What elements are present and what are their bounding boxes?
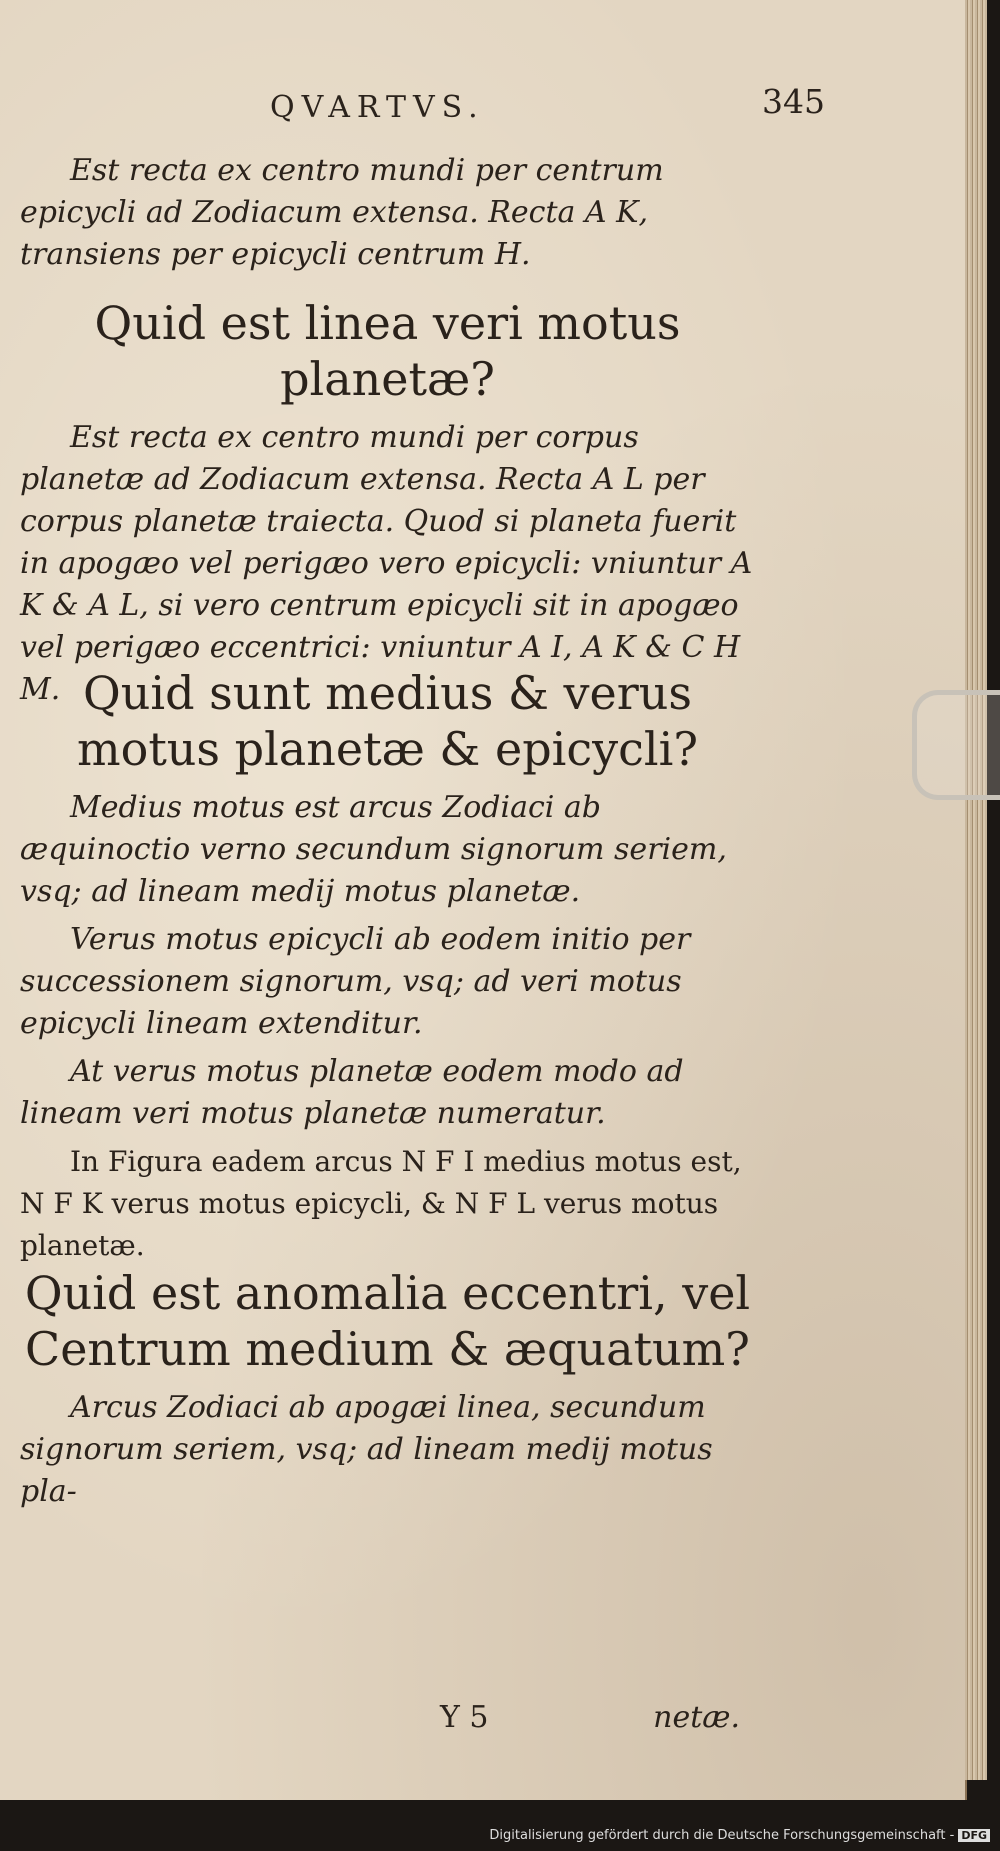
page-edges	[965, 0, 987, 1780]
page-signature	[440, 1700, 740, 1740]
paragraph-2: Est recta ex centro mundi per corpus planetæ ad Zodiacum extensa. Recta A L per corpus planetæ traiecta. Quod si planeta fuerit in apogæo vel perigæo vero epicycli: vniuntur A K & A L, si vero centrum epicycli sit in apogæo vel perigæo eccentrici: vniuntur A I, A K & C H M.	[20, 420, 753, 707]
question-heading-3: Quid est anomalia eccentri, vel Centrum medium & æquatum?	[24, 1266, 751, 1376]
question-heading-1: Quid est linea veri motus planetæ?	[94, 296, 681, 406]
paragraph-6: In Figura eadem arcus N F I medius motus est, N F K verus motus epicycli, & N F L verus motus planetæ.	[20, 1145, 742, 1262]
text-block-4	[20, 1255, 755, 1519]
paragraph-1: Est recta ex centro mundi per centrum epicycli ad Zodiacum extensa. Recta A K, transiens per epicycli centrum H.	[20, 153, 664, 272]
text-block-3	[20, 655, 755, 1273]
paragraph-7: Arcus Zodiaci ab apogæi linea, secundum signorum seriem, vsq; ad lineam medij motus pla-	[20, 1390, 713, 1509]
running-title: QVARTVS.	[270, 90, 485, 125]
credit-text: Digitalisierung gefördert durch die Deutsche Forschungsgemeinschaft -	[489, 1828, 955, 1843]
text-block-1	[20, 150, 755, 282]
catchword: netæ.	[653, 1700, 740, 1735]
paragraph-4: Verus motus epicycli ab eodem initio per successionem signorum, vsq; ad veri motus epicycli lineam extenditur.	[20, 922, 691, 1041]
text-block-2	[20, 285, 755, 717]
page-number: 345	[762, 82, 825, 121]
running-head	[270, 82, 825, 130]
dfg-logo: DFG	[958, 1829, 990, 1842]
signature-mark: Y 5	[440, 1700, 489, 1735]
question-heading-2: Quid sunt medius & verus motus planetæ & epicycli?	[77, 666, 698, 776]
book-clasp	[912, 690, 1000, 800]
paragraph-5: At verus motus planetæ eodem modo ad lineam veri motus planetæ numeratur.	[20, 1054, 684, 1131]
digitization-credit	[489, 1828, 990, 1843]
paragraph-3: Medius motus est arcus Zodiaci ab æquinoctio verno secundum signorum seriem, vsq; ad lineam medij motus planetæ.	[20, 790, 727, 909]
